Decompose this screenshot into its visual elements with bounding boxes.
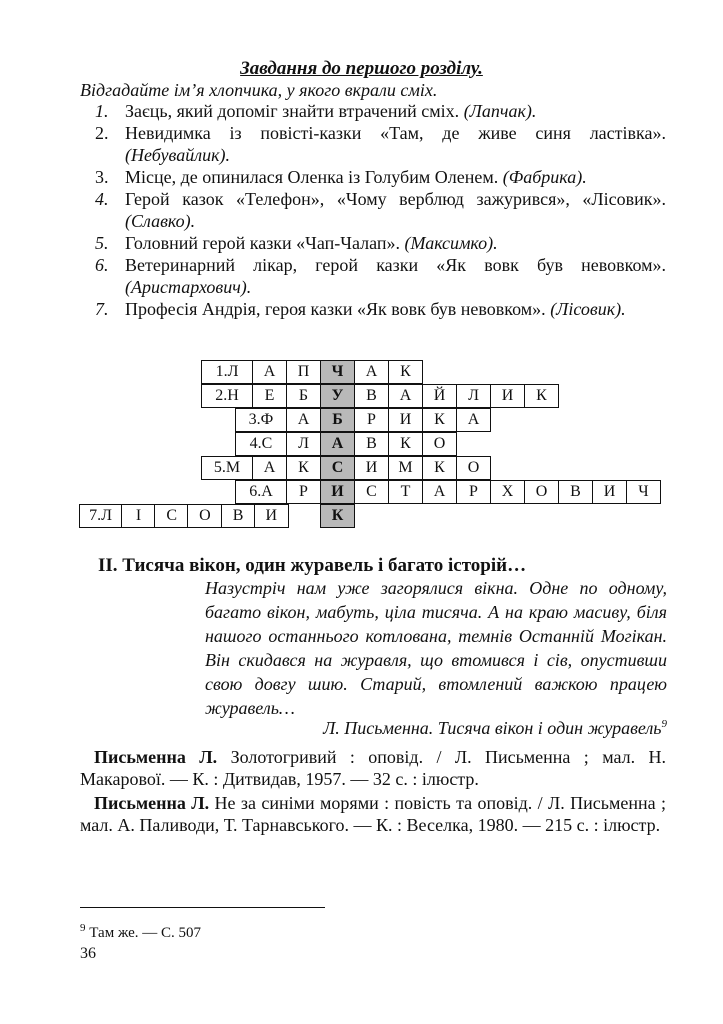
- crossword-cell: А: [388, 384, 423, 408]
- bib-text: Золотогривий : оповід. / Л. Письменна ; мал. Н. Макарової. — К. : Дитвидав, 1957. — 32 с. : ілюстр.: [80, 747, 666, 789]
- crossword-cell: И: [354, 456, 389, 480]
- bibliography-entry: [80, 792, 666, 836]
- crossword-cell: Р: [354, 408, 389, 432]
- crossword-cell: Е: [252, 384, 287, 408]
- crossword-key-cell: К: [320, 504, 355, 528]
- page-heading: Завдання до першого розділу.: [240, 58, 483, 79]
- task-intro: Відгадайте ім’я хлопчика, у якого вкрали сміх.: [80, 80, 438, 100]
- crossword-key-cell: И: [320, 480, 355, 504]
- crossword-cell: В: [221, 504, 256, 528]
- crossword-cell: К: [388, 360, 423, 384]
- crossword-cell: А: [354, 360, 389, 384]
- crossword-cell: І: [121, 504, 156, 528]
- footnote: [80, 922, 201, 942]
- task-item: [95, 254, 666, 298]
- crossword-cell: 3.Ф: [235, 408, 287, 432]
- crossword-cell: А: [286, 408, 321, 432]
- bibliography-entry: [80, 746, 666, 790]
- crossword-cell: Ч: [626, 480, 661, 504]
- epigraph-source-text: Л. Письменна. Тисяча вікон і один журавель: [323, 718, 662, 738]
- crossword-key-cell: А: [320, 432, 355, 456]
- task-text: Місце, де опинилася Оленка із Голубим Оленем.: [125, 167, 503, 187]
- crossword-cell: И: [592, 480, 627, 504]
- task-number: 3.: [95, 167, 109, 187]
- crossword-key-cell: У: [320, 384, 355, 408]
- task-list: [95, 100, 666, 320]
- crossword-key-cell: Б: [320, 408, 355, 432]
- footnote-number: 9: [80, 922, 86, 934]
- crossword-cell: 1.Л: [201, 360, 253, 384]
- task-number: 2.: [95, 123, 109, 143]
- task-text: Головний герой казки «Чап-Чалап».: [125, 233, 405, 253]
- task-item: [95, 232, 666, 254]
- task-item: [95, 166, 666, 188]
- crossword-cell: В: [354, 384, 389, 408]
- task-text: Невидимка із повісті-казки «Там, де живе синя ластівка».: [125, 123, 666, 143]
- section-title: ІІ. Тисяча вікон, один журавель і багато історій…: [98, 555, 527, 576]
- crossword-cell: Х: [490, 480, 525, 504]
- crossword-cell: К: [422, 456, 457, 480]
- crossword-cell: В: [354, 432, 389, 456]
- task-answer: (Лісовик).: [550, 299, 626, 319]
- crossword-cell: О: [524, 480, 559, 504]
- task-number: 1.: [95, 101, 109, 121]
- crossword-cell: О: [422, 432, 457, 456]
- task-answer: (Славко).: [125, 211, 196, 231]
- epigraph-quote: Назустріч нам уже загорялися вікна. Одне по одному, багато вікон, мабуть, ціла тисяча. А на краю масиву, біля нашого останнього котлована, темнів Останній Могікан. Він скидався на журавля, що втомився і сів, опустивши свою довгу шию. Старий, втомлений важкою працею журавель…: [205, 578, 667, 718]
- task-number: 4.: [95, 189, 109, 209]
- crossword-cell: 7.Л: [79, 504, 122, 528]
- crossword-cell: С: [354, 480, 389, 504]
- task-item: [95, 188, 666, 232]
- task-text: Заєць, який допоміг знайти втрачений сміх.: [125, 101, 464, 121]
- crossword-cell: И: [388, 408, 423, 432]
- crossword-cell: А: [252, 360, 287, 384]
- crossword-key-cell: Ч: [320, 360, 355, 384]
- footnote-text: Там же. — С. 507: [85, 925, 202, 941]
- crossword-key-cell: С: [320, 456, 355, 480]
- task-answer: (Аристархович).: [125, 277, 252, 297]
- task-text: Професія Андрія, героя казки «Як вовк був невовком».: [125, 299, 551, 319]
- task-text: Герой казок «Телефон», «Чому верблюд зажурився», «Лісовик».: [125, 189, 666, 209]
- crossword-cell: И: [490, 384, 525, 408]
- crossword-cell: К: [422, 408, 457, 432]
- crossword-cell: А: [252, 456, 287, 480]
- task-answer: (Лапчак).: [463, 101, 537, 121]
- crossword-cell: 4.С: [235, 432, 287, 456]
- crossword-cell: С: [154, 504, 189, 528]
- task-number: 6.: [95, 255, 109, 275]
- bib-author: Письменна Л.: [94, 747, 218, 767]
- task-number: 5.: [95, 233, 109, 253]
- crossword-cell: О: [456, 456, 491, 480]
- task-number: 7.: [95, 299, 109, 319]
- epigraph-source: [205, 718, 667, 739]
- crossword-cell: В: [558, 480, 593, 504]
- crossword-cell: Т: [388, 480, 423, 504]
- page-number: 36: [80, 945, 96, 962]
- crossword-cell: 6.А: [235, 480, 287, 504]
- task-text: Ветеринарний лікар, герой казки «Як вовк був невовком».: [125, 255, 666, 275]
- crossword-cell: Й: [422, 384, 457, 408]
- crossword-cell: К: [286, 456, 321, 480]
- bib-text: Не за синіми морями : повість та оповід. / Л. Письменна ; мал. А. Паливоди, Т. Тарнавського. — К. : Веселка, 1980. — 215 с. : ілюстр.: [80, 793, 666, 835]
- footnote-mark: 9: [661, 718, 667, 730]
- crossword-cell: О: [187, 504, 222, 528]
- crossword-cell: Л: [286, 432, 321, 456]
- crossword-cell: Р: [456, 480, 491, 504]
- task-item: [95, 100, 666, 122]
- task-answer: (Небувайлик).: [125, 145, 231, 165]
- crossword-cell: П: [286, 360, 321, 384]
- task-answer: (Максимко).: [404, 233, 498, 253]
- crossword-cell: А: [456, 408, 491, 432]
- crossword-cell: К: [524, 384, 559, 408]
- crossword-cell: А: [422, 480, 457, 504]
- task-item: [95, 298, 666, 320]
- crossword-cell: Л: [456, 384, 491, 408]
- crossword-cell: 5.М: [201, 456, 253, 480]
- crossword-cell: Р: [286, 480, 321, 504]
- task-answer: (Фабрика).: [502, 167, 587, 187]
- crossword-cell: Б: [286, 384, 321, 408]
- bib-author: Письменна Л.: [94, 793, 210, 813]
- crossword-cell: К: [388, 432, 423, 456]
- crossword-cell: И: [254, 504, 289, 528]
- crossword-cell: 2.Н: [201, 384, 253, 408]
- crossword-cell: М: [388, 456, 423, 480]
- footnote-divider: [80, 907, 325, 908]
- task-item: [95, 122, 666, 166]
